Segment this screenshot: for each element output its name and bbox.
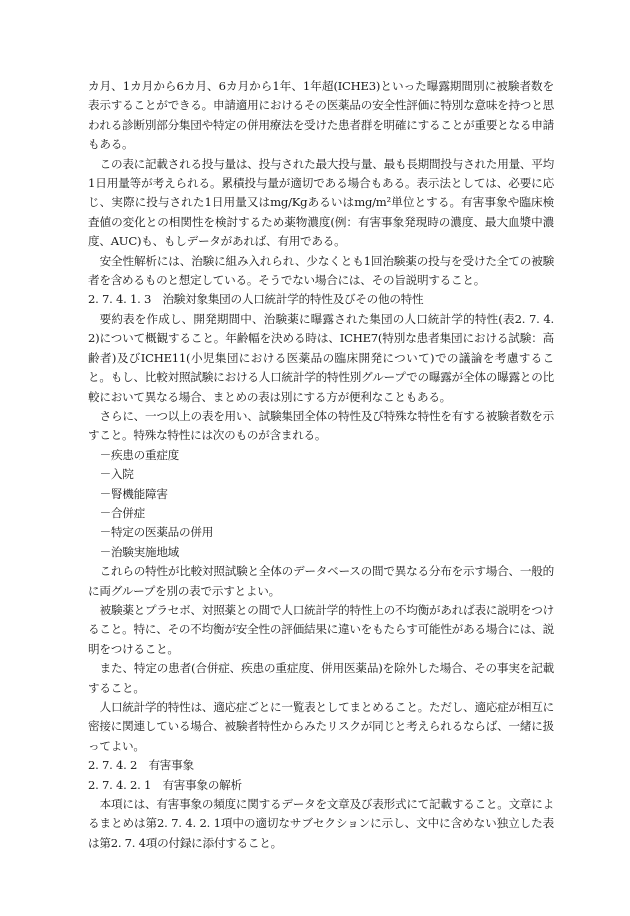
paragraph: カ月、1カ月から6カ月、6カ月から1年、1年超(ICHE3)といった曝露期間別に被験者数を表示することができる。申請適用におけるその医薬品の安全性評価に特別な意味を持つと思われる診断別部分集団や特定の併用療法を受けた患者群を明確にすることが重要となる申請もある。 (88, 79, 554, 152)
section-heading: 2. 7. 4. 1. 3 治験対象集団の人口統計学的特性及びその他の特性 (88, 292, 424, 307)
paragraph: これらの特性が比較対照試験と全体のデータベースの間で異なる分布を示す場合、一般的に両グループを別の表で示すとよい。 (88, 564, 554, 598)
list-item: －治験実施地域 (99, 544, 180, 559)
paragraph: 安全性解析には、治験に組み入れられ、少なくとも1回治験薬の投与を受けた全ての被験者を含めるものと想定している。そうでない場合には、その旨説明すること。 (88, 253, 554, 288)
list-item: －入院 (99, 467, 134, 482)
paragraph: この表に記載される投与量は、投与された最大投与量、最も長期間投与された用量、平均1日用量等が考えられる。累積投与量が適切である場合もある。表示法としては、必要に応じ、実際に投与された1日用量又はmg/Kgあるいはmg/m²単位とする。有害事象や臨床検査値の変化との相関性を検討するため薬物濃度(例：有害事象発現時の濃度、最大血漿中濃度、AUC)も、もしデータがあれば、有用である。 (88, 156, 554, 249)
section-heading: 2. 7. 4. 2. 1 有害事象の解析 (88, 777, 242, 792)
document-page (88, 77, 554, 853)
list-item: －合併症 (99, 505, 145, 520)
paragraph: また、特定の患者(合併症、疾患の重症度、併用医薬品)を除外した場合、その事実を記載すること。 (88, 661, 554, 695)
paragraph: 被験薬とプラセボ、対照薬との間で人口統計学的特性上の不均衡があれば表に説明をつけること。特に、その不均衡が安全性の評価結果に違いをもたらす可能性がある場合には、説明をつけること。 (88, 602, 554, 656)
list-item: －特定の医薬品の併用 (99, 525, 214, 540)
paragraph: さらに、一つ以上の表を用い、試験集団全体の特性及び特殊な特性を有する被験者数を示すこと。特殊な特性には次のものが含まれる。 (88, 408, 554, 443)
list-item: －腎機能障害 (99, 486, 168, 501)
paragraph: 本項には、有害事象の頻度に関するデータを文章及び表形式にて記載すること。文章によるまとめは第2. 7. 4. 2. 1項中の適切なサブセクションに示し、文中に含めない独立した表は第2. 7. 4項の付録に添付すること。 (88, 797, 554, 850)
section-heading: 2. 7. 4. 2 有害事象 (88, 758, 194, 773)
list-item: －疾患の重症度 (99, 447, 180, 462)
paragraph: 要約表を作成し、開発期間中、治験薬に曝露された集団の人口統計学的特性(表2. 7. 4. 2)について概観すること。年齢幅を決める時は、ICHE7(特別な患者集団における試験：高齢者)及びICHE11(小児集団における医薬品の臨床開発について)での議論を考慮すること。もし、比較対照試験における人口統計学的特性別グループでの曝露が全体の曝露との比較において異なる場合、まとめの表は別にする方が便利なこともある。 (88, 311, 554, 404)
paragraph: 人口統計学的特性は、適応症ごとに一覧表としてまとめること。ただし、適応症が相互に密接に関連している場合、被験者特性からみたリスクが同じと考えられるならば、一緒に扱ってよい。 (88, 700, 554, 753)
